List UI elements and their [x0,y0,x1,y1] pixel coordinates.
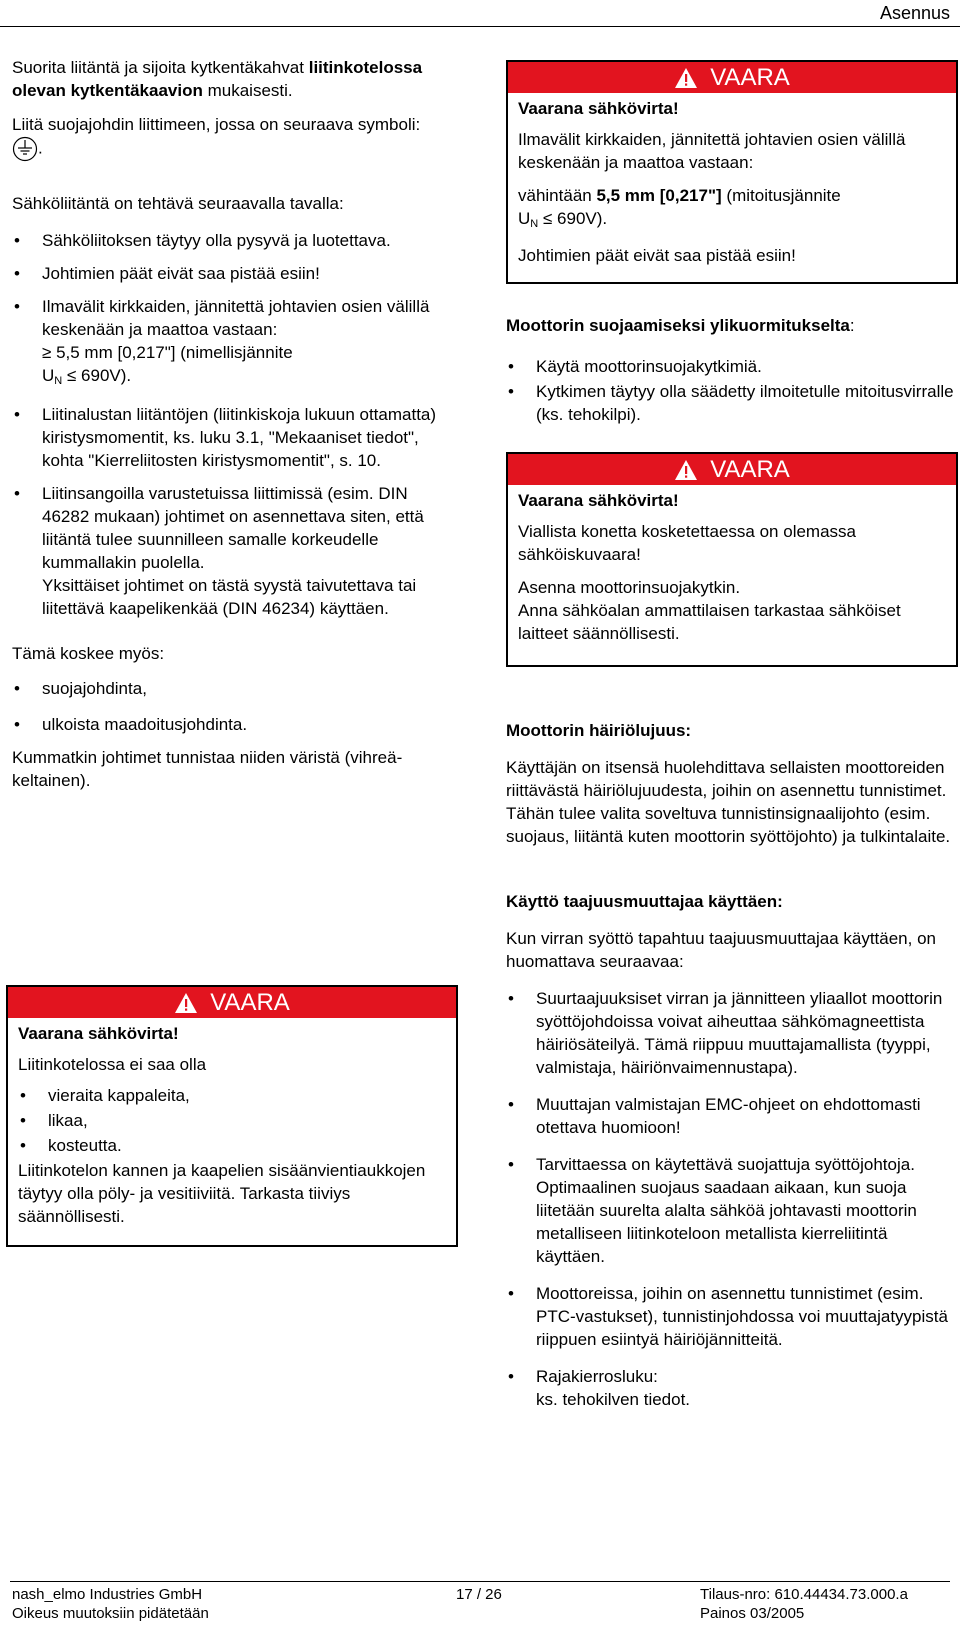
warning-heading: Vaarana sähkövirta! [518,491,679,510]
list-item: • Liitinalustan liitäntöjen (liitinkiskoja lukuun ottamatta) kiristysmomentit, ks. luku 3.1, "Mekaaniset tiedot", kohta "Kierreliitosten kiristysmomentit", s. 10. [12,403,452,472]
list-item: • Sähköliitoksen täytyy olla pysyvä ja luotettava. [12,229,452,252]
interference-section [506,719,954,1421]
warning-box-right-1 [506,60,958,284]
list-item: • suojajohdinta, [12,677,452,700]
page-footer [10,1581,950,1622]
list-item: • vieraita kappaleita, [18,1084,446,1107]
warning-heading: Vaarana sähkövirta! [518,99,679,118]
warning-bar: VAARA [508,454,956,485]
footer-order-number: Tilaus-nro: 610.44434.73.000.a [700,1586,908,1603]
list-item: • Tarvittaessa on käytettävä suojattuja syöttöjohtoja. Optimaalinen suojaus saadaan aikaan, kun suoja liitetään suurelta alalta sähköä johtavasti moottorin metalliseen liitinkoteloon metallista kierreliitintä käyttäen. [506,1153,954,1268]
warning-text-2: Liitinkotelon kannen ja kaapelien sisäänvientiaukkojen täytyy olla pöly- ja vesitiiviitä. Tarkasta tiiviys säännöllisesti. [18,1161,426,1226]
list-item: • Muuttajan valmistajan EMC-ohjeet on ehdottomasti otettava huomioon! [506,1093,954,1139]
ground-paragraph: Liitä suojajohdin liittimeen, jossa on seuraava symboli: . [12,113,452,162]
list-item: • ulkoista maadoitusjohdinta. [12,713,452,736]
intro-paragraph: Suorita liitäntä ja sijoita kytkentäkahvat liitinkotelossa olevan kytkentäkaavion mukaisesti. [12,58,423,100]
ground-symbol-icon [12,136,38,162]
list-item: • Käytä moottorinsuojakytkimiä. [506,355,954,378]
list-item: • likaa, [18,1109,446,1132]
motor-protection-section [506,314,954,428]
warning-text: Viallista konetta kosketettaessa on olemassa sähköiskuvaara! [518,522,856,564]
warning-text: vähintään 5,5 mm [0,217"] (mitoitusjännite $U_N \le 690V$). [518,186,841,230]
warning-box-left [6,985,458,1247]
warning-text: Asenna moottorinsuojakytkin. Anna sähköalan ammattilaisen tarkastaa sähköiset laitteet säännöllisesti. [518,578,901,643]
warning-bar: VAARA [8,987,456,1018]
warning-text: Liitinkotelossa ei saa olla [18,1055,207,1074]
motor-protection-heading: Moottorin suojaamiseksi ylikuormitukselta: [506,316,855,335]
conductor-list [12,677,452,736]
color-note: Kummatkin johtimet tunnistaa niiden väristä (vihreä-keltainen). [12,748,403,790]
converter-heading: Käyttö taajuusmuuttajaa käyttäen: [506,892,783,911]
warning-text: Johtimien päät eivät saa pistää esiin! [518,246,796,265]
warning-text: Ilmavälit kirkkaiden, jännitettä johtavien osien välillä keskenään ja maattoa vastaan: [518,130,906,172]
left-column [12,56,452,792]
interference-heading: Moottorin häiriölujuus: [506,721,692,740]
footer-page-number: 17 / 26 [456,1586,502,1603]
page-header [0,0,960,27]
list-item: • Kytkimen täytyy olla säädetty ilmoitetulle mitoitusvirralle (ks. tehokilpi). [506,380,954,426]
warning-box-right-2 [506,452,958,667]
warning-list [18,1084,446,1157]
warning-heading: Vaarana sähkövirta! [18,1024,179,1043]
list-item: • Johtimien päät eivät saa pistää esiin! [12,262,452,285]
section-title: Asennus [879,3,950,23]
warning-icon [674,67,698,89]
list-item: • Ilmavälit kirkkaiden, jännitettä johtavien osien välillä keskenään ja maattoa vastaan: ≥ 5,5 mm [0,217"] (nimellisjännite $U_N \le 690V$). [12,295,452,393]
converter-text: Kun virran syöttö tapahtuu taajuusmuuttajaa käyttäen, on huomattava seuraavaa: [506,929,936,971]
list-item: • Moottoreissa, joihin on asennettu tunnistimet (esim. PTC-vastukset), tunnistinjohdossa voi muuttajatyypistä riippuen esiintyä häiriöjännitteitä. [506,1282,954,1351]
list-item: • Rajakierrosluku: ks. tehokilven tiedot. [506,1365,954,1411]
motor-protection-list [506,355,954,426]
warning-bar: VAARA [508,62,956,93]
footer-company: nash_elmo Industries GmbH [12,1586,203,1603]
interference-text: Käyttäjän on itsensä huolehdittava sellaisten moottoreiden riittävästä häiriölujuudesta, joihin on asennettu tunnistimet. Tähän tulee valita soveltuva tunnistinsignaalijohto (esim. suojaus, liitäntä kuten moottorin syöttöjohto) ja tulkintalaite. [506,758,951,846]
connection-list [12,229,452,620]
footer-rights: Oikeus muutoksiin pidätetään [12,1605,209,1622]
connection-intro: Sähköliitäntä on tehtävä seuraavalla tavalla: [12,194,344,213]
converter-list [506,987,954,1411]
list-item: • Suurtaajuuksiset virran ja jännitteen yliaallot moottorin syöttöjohdoissa voivat aiheuttaa sähkömagneettista häiriösäteilyä. Tämä riippuu muuttajamallista (tyyppi, valmistaja, häiriönvaimennustapa). [506,987,954,1079]
list-item: • kosteutta. [18,1134,446,1157]
footer-edition: Painos 03/2005 [700,1605,805,1622]
also-applies: Tämä koskee myös: [12,644,165,663]
list-item: • Liitinsangoilla varustetuissa liittimissä (esim. DIN 46282 mukaan) johtimet on asennettava siten, että liitäntä tulee suunnilleen samalle korkeudelle kummallakin puolella. Yksittäiset johtimet on tästä syystä taivutettava tai liitettävä kaapelikenkää (DIN 46234) käyttäen. [12,482,452,620]
warning-icon [674,459,698,481]
warning-icon [174,992,198,1014]
